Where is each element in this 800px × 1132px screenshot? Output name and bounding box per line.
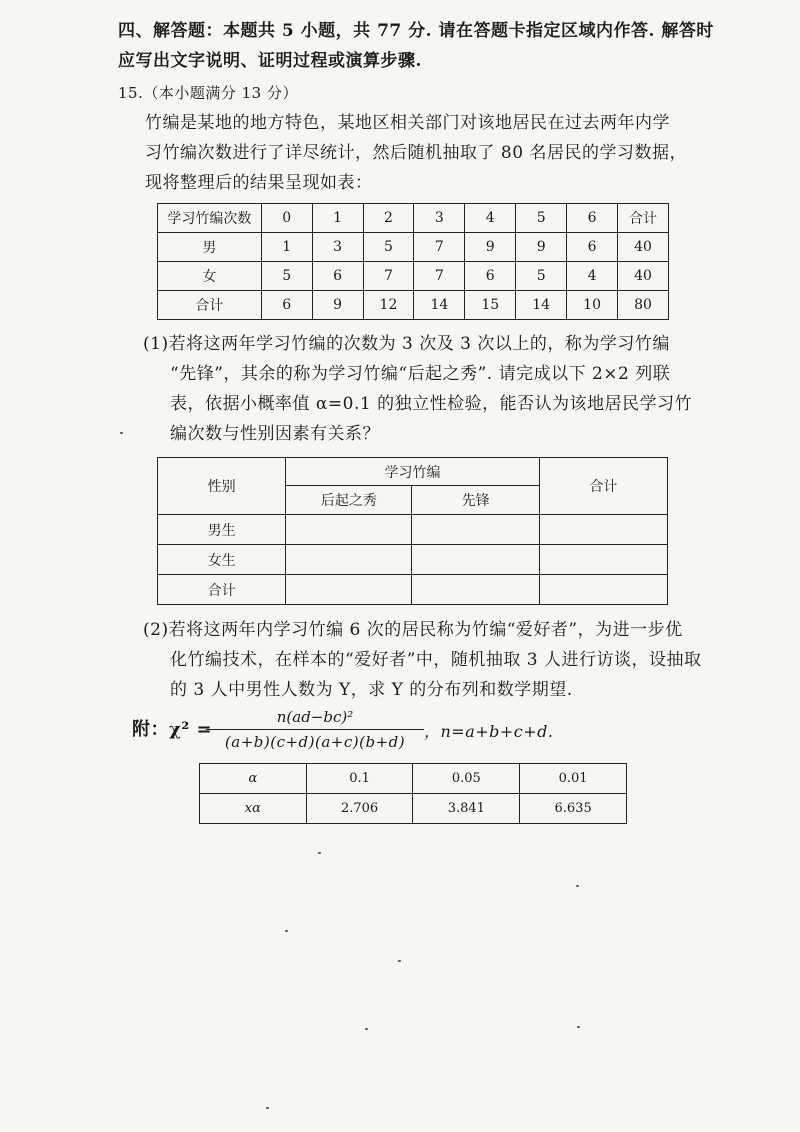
contingency-table [157, 457, 668, 605]
table-cell: 合计 [158, 291, 262, 320]
part2-line-3: 的 3 人中男性人数为 Y，求 Y 的分布列和数学期望. [170, 680, 573, 700]
appendix-label: 附：χ² = [132, 719, 213, 740]
table-cell: 6 [312, 262, 363, 291]
table-cell: 1 [261, 233, 312, 262]
chi-square-formula [132, 706, 592, 756]
table-cell: 40 [618, 262, 669, 291]
frequency-table [157, 203, 669, 320]
intro-line-1: 竹编是某地的地方特色，某地区相关部门对该地居民在过去两年内学 [145, 113, 670, 133]
fraction-bar [206, 729, 424, 730]
problem-number: 15.（本小题满分 13 分） [118, 84, 298, 102]
scan-speck [266, 1107, 269, 1109]
scan-speck [120, 432, 123, 434]
table-cell: 0.01 [520, 764, 627, 794]
blank-cell [412, 575, 539, 605]
table-row [200, 794, 627, 824]
formula-denominator: (a+b)(c+d)(a+c)(b+d) [224, 733, 406, 751]
blank-cell [412, 545, 539, 575]
table-row [158, 515, 668, 545]
table-cell: 6 [567, 233, 618, 262]
formula-fraction [206, 706, 424, 753]
table-cell: 7 [363, 262, 414, 291]
table-cell: 4 [567, 262, 618, 291]
table-row [158, 233, 669, 262]
table-cell: 3 [414, 204, 465, 233]
table-row [158, 291, 669, 320]
table-row [158, 575, 668, 605]
formula-numerator: n(ad−bc)² [276, 708, 354, 726]
table-cell: 2 [363, 204, 414, 233]
table-cell: 12 [363, 291, 414, 320]
table-row [158, 545, 668, 575]
table-cell: 3 [312, 233, 363, 262]
table-cell: 14 [516, 291, 567, 320]
table-cell: 5 [261, 262, 312, 291]
part2-line-2: 化竹编技术，在样本的“爱好者”中，随机抽取 3 人进行访谈，设抽取 [170, 650, 702, 670]
section-header-line-1: 四、解答题：本题共 5 小题，共 77 分. 请在答题卡指定区域内作答. 解答时 [118, 21, 714, 41]
header-latecomer: 后起之秀 [286, 486, 412, 515]
part2-line-1: (2)若将这两年内学习竹编 6 次的居民称为竹编“爱好者”，为进一步优 [143, 620, 683, 640]
table-cell: 10 [567, 291, 618, 320]
table-cell: 9 [465, 233, 516, 262]
intro-line-2: 习竹编次数进行了详尽统计，然后随机抽取了 80 名居民的学习数据， [145, 143, 687, 163]
table-cell: α [200, 764, 307, 794]
table-cell: 6 [567, 204, 618, 233]
table-cell: 15 [465, 291, 516, 320]
table-cell: xα [200, 794, 307, 824]
header-gender: 性别 [158, 458, 286, 515]
header-total: 合计 [539, 458, 667, 515]
row-label-male: 男生 [158, 515, 286, 545]
scan-speck [398, 960, 401, 962]
table-cell: 14 [414, 291, 465, 320]
table-cell: 0 [261, 204, 312, 233]
table-cell: 2.706 [306, 794, 413, 824]
table-cell: 5 [363, 233, 414, 262]
table-cell: 0.05 [413, 764, 520, 794]
table-row [158, 204, 669, 233]
blank-cell [412, 515, 539, 545]
row-label-total: 合计 [158, 575, 286, 605]
blank-cell [286, 575, 412, 605]
table-cell: 合计 [618, 204, 669, 233]
table-cell: 6 [261, 291, 312, 320]
table-cell: 女 [158, 262, 262, 291]
table-cell: 5 [516, 262, 567, 291]
part1-line-2: “先锋”，其余的称为学习竹编“后起之秀”. 请完成以下 2×2 列联 [170, 364, 671, 384]
table-cell: 男 [158, 233, 262, 262]
table-row [158, 262, 669, 291]
table-cell: 0.1 [306, 764, 413, 794]
formula-tail: ，n=a+b+c+d. [424, 722, 554, 741]
part1-line-3: 表，依据小概率值 α=0.1 的独立性检验，能否认为该地居民学习竹 [170, 394, 693, 414]
header-group: 学习竹编 [286, 458, 540, 486]
scan-speck [285, 930, 288, 932]
blank-cell [539, 575, 667, 605]
table-cell: 40 [618, 233, 669, 262]
blank-cell [286, 545, 412, 575]
blank-cell [286, 515, 412, 545]
part1-line-1: (1)若将这两年学习竹编的次数为 3 次及 3 次以上的，称为学习竹编 [143, 334, 670, 354]
scan-speck [576, 885, 579, 887]
table-cell: 学习竹编次数 [158, 204, 262, 233]
table-cell: 7 [414, 262, 465, 291]
scan-speck [365, 1028, 368, 1030]
scan-speck [577, 1026, 580, 1028]
critical-value-table [199, 763, 627, 824]
intro-line-3: 现将整理后的结果呈现如表： [145, 173, 373, 193]
table-row [200, 764, 627, 794]
part1-line-4: 编次数与性别因素有关系？ [170, 424, 380, 444]
table-cell: 6.635 [520, 794, 627, 824]
table-cell: 9 [312, 291, 363, 320]
table-cell: 9 [516, 233, 567, 262]
row-label-female: 女生 [158, 545, 286, 575]
table-cell: 5 [516, 204, 567, 233]
table-cell: 7 [414, 233, 465, 262]
section-header-line-2: 应写出文字说明、证明过程或演算步骤. [118, 51, 422, 71]
table-cell: 80 [618, 291, 669, 320]
table-cell: 6 [465, 262, 516, 291]
table-cell: 4 [465, 204, 516, 233]
scan-speck [318, 852, 321, 854]
header-pioneer: 先锋 [412, 486, 539, 515]
table-cell: 3.841 [413, 794, 520, 824]
table-row [158, 458, 668, 486]
blank-cell [539, 545, 667, 575]
table-cell: 1 [312, 204, 363, 233]
blank-cell [539, 515, 667, 545]
